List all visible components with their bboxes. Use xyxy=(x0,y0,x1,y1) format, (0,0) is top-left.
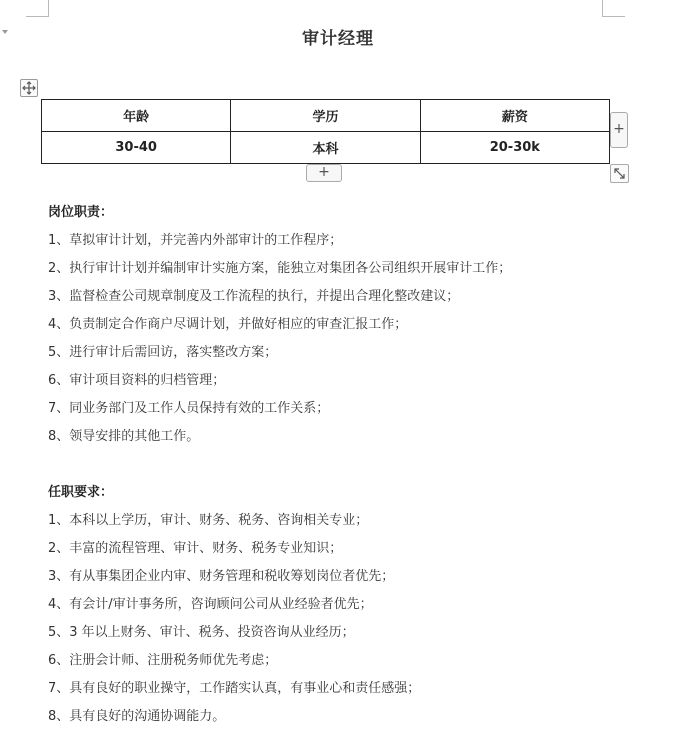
list-item: 1、草拟审计计划，并完善内外部审计的工作程序； xyxy=(48,233,343,248)
info-table xyxy=(41,99,610,164)
list-item: 2、执行审计计划并编制审计实施方案，能独立对集团各公司组织开展审计工作； xyxy=(48,261,512,276)
table-resize-handle-icon[interactable] xyxy=(610,164,629,183)
list-item: 1、本科以上学历，审计、财务、税务、咨询相关专业； xyxy=(48,513,369,528)
table-cell[interactable]: 本科 xyxy=(231,132,420,164)
table-header-cell[interactable]: 薪资 xyxy=(420,100,609,132)
list-item: 4、有会计/审计事务所，咨询顾问公司从业经验者优先； xyxy=(48,597,373,612)
list-item: 6、审计项目资料的归档管理； xyxy=(48,373,226,388)
document-title: 审计经理 xyxy=(302,29,374,49)
list-item: 8、领导安排的其他工作。 xyxy=(48,429,200,444)
list-item: 3、有从事集团企业内审、财务管理和税收筹划岗位者优先； xyxy=(48,569,395,584)
list-item: 5、进行审计后需回访，落实整改方案； xyxy=(48,345,278,360)
list-item: 6、注册会计师、注册税务师优先考虑； xyxy=(48,653,278,668)
add-column-button[interactable]: + xyxy=(610,112,628,148)
page-corner-mark-right xyxy=(602,0,625,17)
table-cell[interactable]: 30-40 xyxy=(42,132,231,164)
list-item: 3、监督检查公司规章制度及工作流程的执行，并提出合理化整改建议； xyxy=(48,289,460,304)
list-item: 2、丰富的流程管理、审计、财务、税务专业知识； xyxy=(48,541,343,556)
table-cell[interactable]: 20-30k xyxy=(420,132,609,164)
table-row xyxy=(42,132,610,164)
table-move-handle-icon[interactable] xyxy=(20,79,38,97)
list-item: 8、具有良好的沟通协调能力。 xyxy=(48,709,226,724)
table-header-cell[interactable]: 学历 xyxy=(231,100,420,132)
list-item: 7、具有良好的职业操守，工作踏实认真，有事业心和责任感强； xyxy=(48,681,421,696)
page-corner-mark-left xyxy=(26,0,49,17)
list-item: 7、同业务部门及工作人员保持有效的工作关系； xyxy=(48,401,330,416)
list-item: 5、3 年以上财务、审计、税务、投资咨询从业经历； xyxy=(48,625,355,640)
table-header-cell[interactable]: 年龄 xyxy=(42,100,231,132)
table-header-row xyxy=(42,100,610,132)
responsibilities-heading: 岗位职责： xyxy=(48,205,114,220)
document-body xyxy=(48,199,658,731)
paragraph-gap xyxy=(48,451,658,479)
add-row-button[interactable]: + xyxy=(306,164,342,182)
requirements-heading: 任职要求： xyxy=(48,485,114,500)
list-item: 4、负责制定合作商户尽调计划，并做好相应的审查汇报工作； xyxy=(48,317,408,332)
